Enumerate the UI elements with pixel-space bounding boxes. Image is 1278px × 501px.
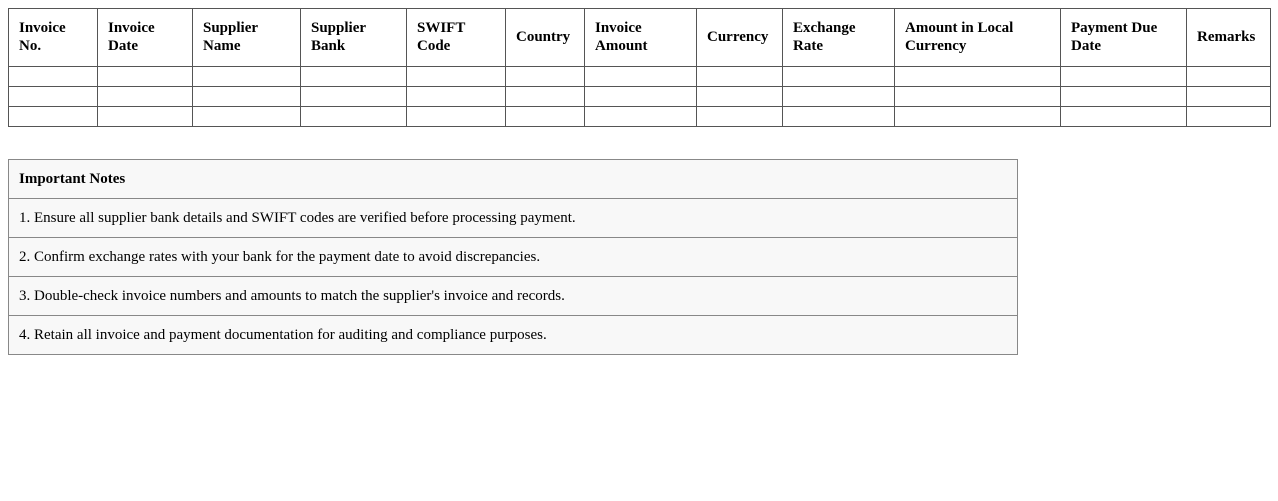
- notes-title: Important Notes: [9, 160, 1018, 199]
- table-cell[interactable]: [301, 87, 407, 107]
- invoice-table-container: [8, 8, 1271, 127]
- header-country: Country: [506, 9, 585, 67]
- table-cell[interactable]: [585, 87, 697, 107]
- table-cell[interactable]: [783, 107, 895, 127]
- table-cell[interactable]: [9, 107, 98, 127]
- table-cell[interactable]: [9, 87, 98, 107]
- table-cell[interactable]: [301, 67, 407, 87]
- table-cell[interactable]: [1187, 67, 1271, 87]
- table-cell[interactable]: [783, 67, 895, 87]
- table-cell[interactable]: [895, 87, 1061, 107]
- table-cell[interactable]: [193, 107, 301, 127]
- table-row: [9, 87, 1271, 107]
- header-remarks: Remarks: [1187, 9, 1271, 67]
- table-cell[interactable]: [98, 67, 193, 87]
- table-cell[interactable]: [585, 107, 697, 127]
- header-supplier-bank: Supplier Bank: [301, 9, 407, 67]
- note-item: 4. Retain all invoice and payment documentation for auditing and compliance purposes.: [9, 316, 1018, 355]
- table-cell[interactable]: [895, 107, 1061, 127]
- table-cell[interactable]: [1061, 107, 1187, 127]
- table-cell[interactable]: [697, 87, 783, 107]
- note-item: 1. Ensure all supplier bank details and SWIFT codes are verified before processing payment.: [9, 199, 1018, 238]
- table-cell[interactable]: [301, 107, 407, 127]
- header-invoice-date: Invoice Date: [98, 9, 193, 67]
- header-amount-local-currency: Amount in Local Currency: [895, 9, 1061, 67]
- note-item: 3. Double-check invoice numbers and amounts to match the supplier's invoice and records.: [9, 277, 1018, 316]
- table-cell[interactable]: [98, 107, 193, 127]
- table-cell[interactable]: [1061, 67, 1187, 87]
- table-cell[interactable]: [193, 87, 301, 107]
- table-row: [9, 107, 1271, 127]
- table-row: [9, 67, 1271, 87]
- table-cell[interactable]: [193, 67, 301, 87]
- table-cell[interactable]: [697, 67, 783, 87]
- header-swift-code: SWIFT Code: [407, 9, 506, 67]
- header-supplier-name: Supplier Name: [193, 9, 301, 67]
- table-cell[interactable]: [697, 107, 783, 127]
- invoice-table: [8, 8, 1271, 127]
- table-cell[interactable]: [585, 67, 697, 87]
- table-cell[interactable]: [1187, 87, 1271, 107]
- note-item: 2. Confirm exchange rates with your bank for the payment date to avoid discrepancies.: [9, 238, 1018, 277]
- header-invoice-amount: Invoice Amount: [585, 9, 697, 67]
- important-notes-table: [8, 159, 1018, 355]
- table-cell[interactable]: [98, 87, 193, 107]
- header-invoice-no: Invoice No.: [9, 9, 98, 67]
- table-cell[interactable]: [895, 67, 1061, 87]
- table-cell[interactable]: [783, 87, 895, 107]
- table-cell[interactable]: [407, 87, 506, 107]
- table-cell[interactable]: [506, 87, 585, 107]
- table-cell[interactable]: [1187, 107, 1271, 127]
- header-currency: Currency: [697, 9, 783, 67]
- table-cell[interactable]: [506, 67, 585, 87]
- header-payment-due-date: Payment Due Date: [1061, 9, 1187, 67]
- table-cell[interactable]: [9, 67, 98, 87]
- table-cell[interactable]: [407, 107, 506, 127]
- table-cell[interactable]: [407, 67, 506, 87]
- header-exchange-rate: Exchange Rate: [783, 9, 895, 67]
- table-cell[interactable]: [506, 107, 585, 127]
- table-cell[interactable]: [1061, 87, 1187, 107]
- table-header-row: [9, 9, 1271, 67]
